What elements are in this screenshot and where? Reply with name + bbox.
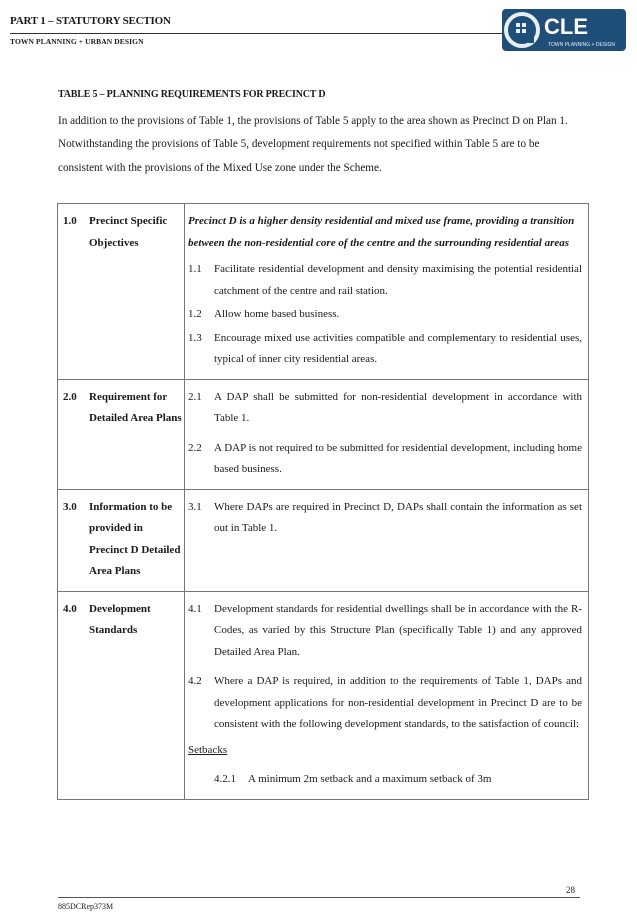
item-number: 4.1 — [188, 602, 202, 615]
row-label: Requirement for Detailed Area Plans — [89, 390, 182, 424]
row-label-cell — [58, 379, 185, 489]
intro-paragraph: In addition to the provisions of Table 1, the provisions of Table 5 apply to the area shown as Precinct D on Plan 1. Notwithstanding the provisions of Table 5, development requirements not specified within Table 5 are to be consistent with the provisions of the Mixed Use zone under the Scheme. — [58, 115, 568, 174]
item-text: Where a DAP is required, in addition to the requirements of Table 1, DAPs and development applications for non-residential development in Precinct D are to be consistent with the following development standards, to the satisfaction of council: — [214, 675, 582, 730]
table-row — [58, 591, 589, 799]
list-item — [188, 328, 582, 371]
list-item — [188, 304, 582, 326]
row-content-cell — [185, 489, 589, 591]
row-label: Precinct Specific Objectives — [89, 215, 168, 249]
list-item — [188, 259, 582, 302]
item-text: Allow home based business. — [214, 308, 340, 320]
precinct-objective: Precinct D is a higher density residential and mixed use frame, providing a transition between the non-residential core of the centre and the surrounding residential areas — [188, 215, 575, 249]
item-number: 3.1 — [188, 500, 202, 513]
footer-rule — [58, 897, 580, 898]
item-number: 1.1 — [188, 263, 202, 275]
item-number: 4.2.1 — [214, 773, 236, 785]
page-number: 28 — [566, 885, 575, 895]
sub-title: TOWN PLANNING + URBAN DESIGN — [10, 37, 144, 46]
list-item — [188, 599, 582, 664]
list-item — [188, 671, 582, 736]
item-text: Facilitate residential development and density maximising the potential residential catchment of the centre and rail station. — [214, 263, 582, 297]
logo-tagline: TOWN PLANNING + DESIGN — [548, 42, 616, 48]
row-number: 2.0 — [63, 390, 77, 403]
row-label: Information to be provided in Precinct D Detailed Area Plans — [89, 500, 181, 577]
row-number: 1.0 — [63, 215, 77, 227]
item-number: 2.2 — [188, 441, 202, 454]
cle-logo — [502, 9, 626, 51]
row-label: Development Standards — [89, 602, 151, 636]
row-label-cell — [58, 591, 185, 799]
row-label-cell — [58, 489, 185, 591]
row-content-cell — [185, 379, 589, 489]
part-title: PART 1 – STATUTORY SECTION — [10, 15, 171, 27]
table-row — [58, 204, 589, 380]
item-number: 2.1 — [188, 390, 202, 403]
row-number: 3.0 — [63, 500, 77, 513]
item-text: Encourage mixed use activities compatible and complementary to residential uses, typical of inner city residential areas. — [214, 331, 582, 365]
logo-text: CLE — [544, 14, 588, 39]
item-number: 1.3 — [188, 331, 202, 344]
item-text: Where DAPs are required in Precinct D, DAPs shall contain the information as set out in Table 1. — [214, 500, 582, 534]
requirements-table — [57, 203, 589, 800]
row-number: 4.0 — [63, 602, 77, 615]
section-heading-setbacks: Setbacks — [188, 743, 228, 756]
item-text: Development standards for residential dwellings shall be in accordance with the R-Codes, as varied by this Structure Plan (specifically Table 1) and any approved Detailed Area Plan. — [214, 602, 582, 658]
item-text: A DAP shall be submitted for non-residential development in accordance with Table 1. — [214, 390, 582, 424]
list-item — [188, 769, 582, 791]
item-text: A minimum 2m setback and a maximum setback of 3m — [248, 773, 492, 785]
table-row — [58, 379, 589, 489]
row-content-cell — [185, 591, 589, 799]
list-item — [188, 438, 582, 481]
table-heading: TABLE 5 – PLANNING REQUIREMENTS FOR PRECINCT D — [58, 89, 326, 100]
item-text: A DAP is not required to be submitted for residential development, including home based business. — [214, 441, 582, 475]
item-number: 1.2 — [188, 308, 202, 320]
document-reference: 885DCRep373M — [58, 902, 114, 911]
row-label-cell — [58, 204, 185, 380]
list-item — [188, 387, 582, 430]
row-content-cell — [185, 204, 589, 380]
table-row — [58, 489, 589, 591]
item-number: 4.2 — [188, 675, 202, 687]
header-rule — [10, 33, 510, 34]
list-item — [188, 497, 582, 540]
